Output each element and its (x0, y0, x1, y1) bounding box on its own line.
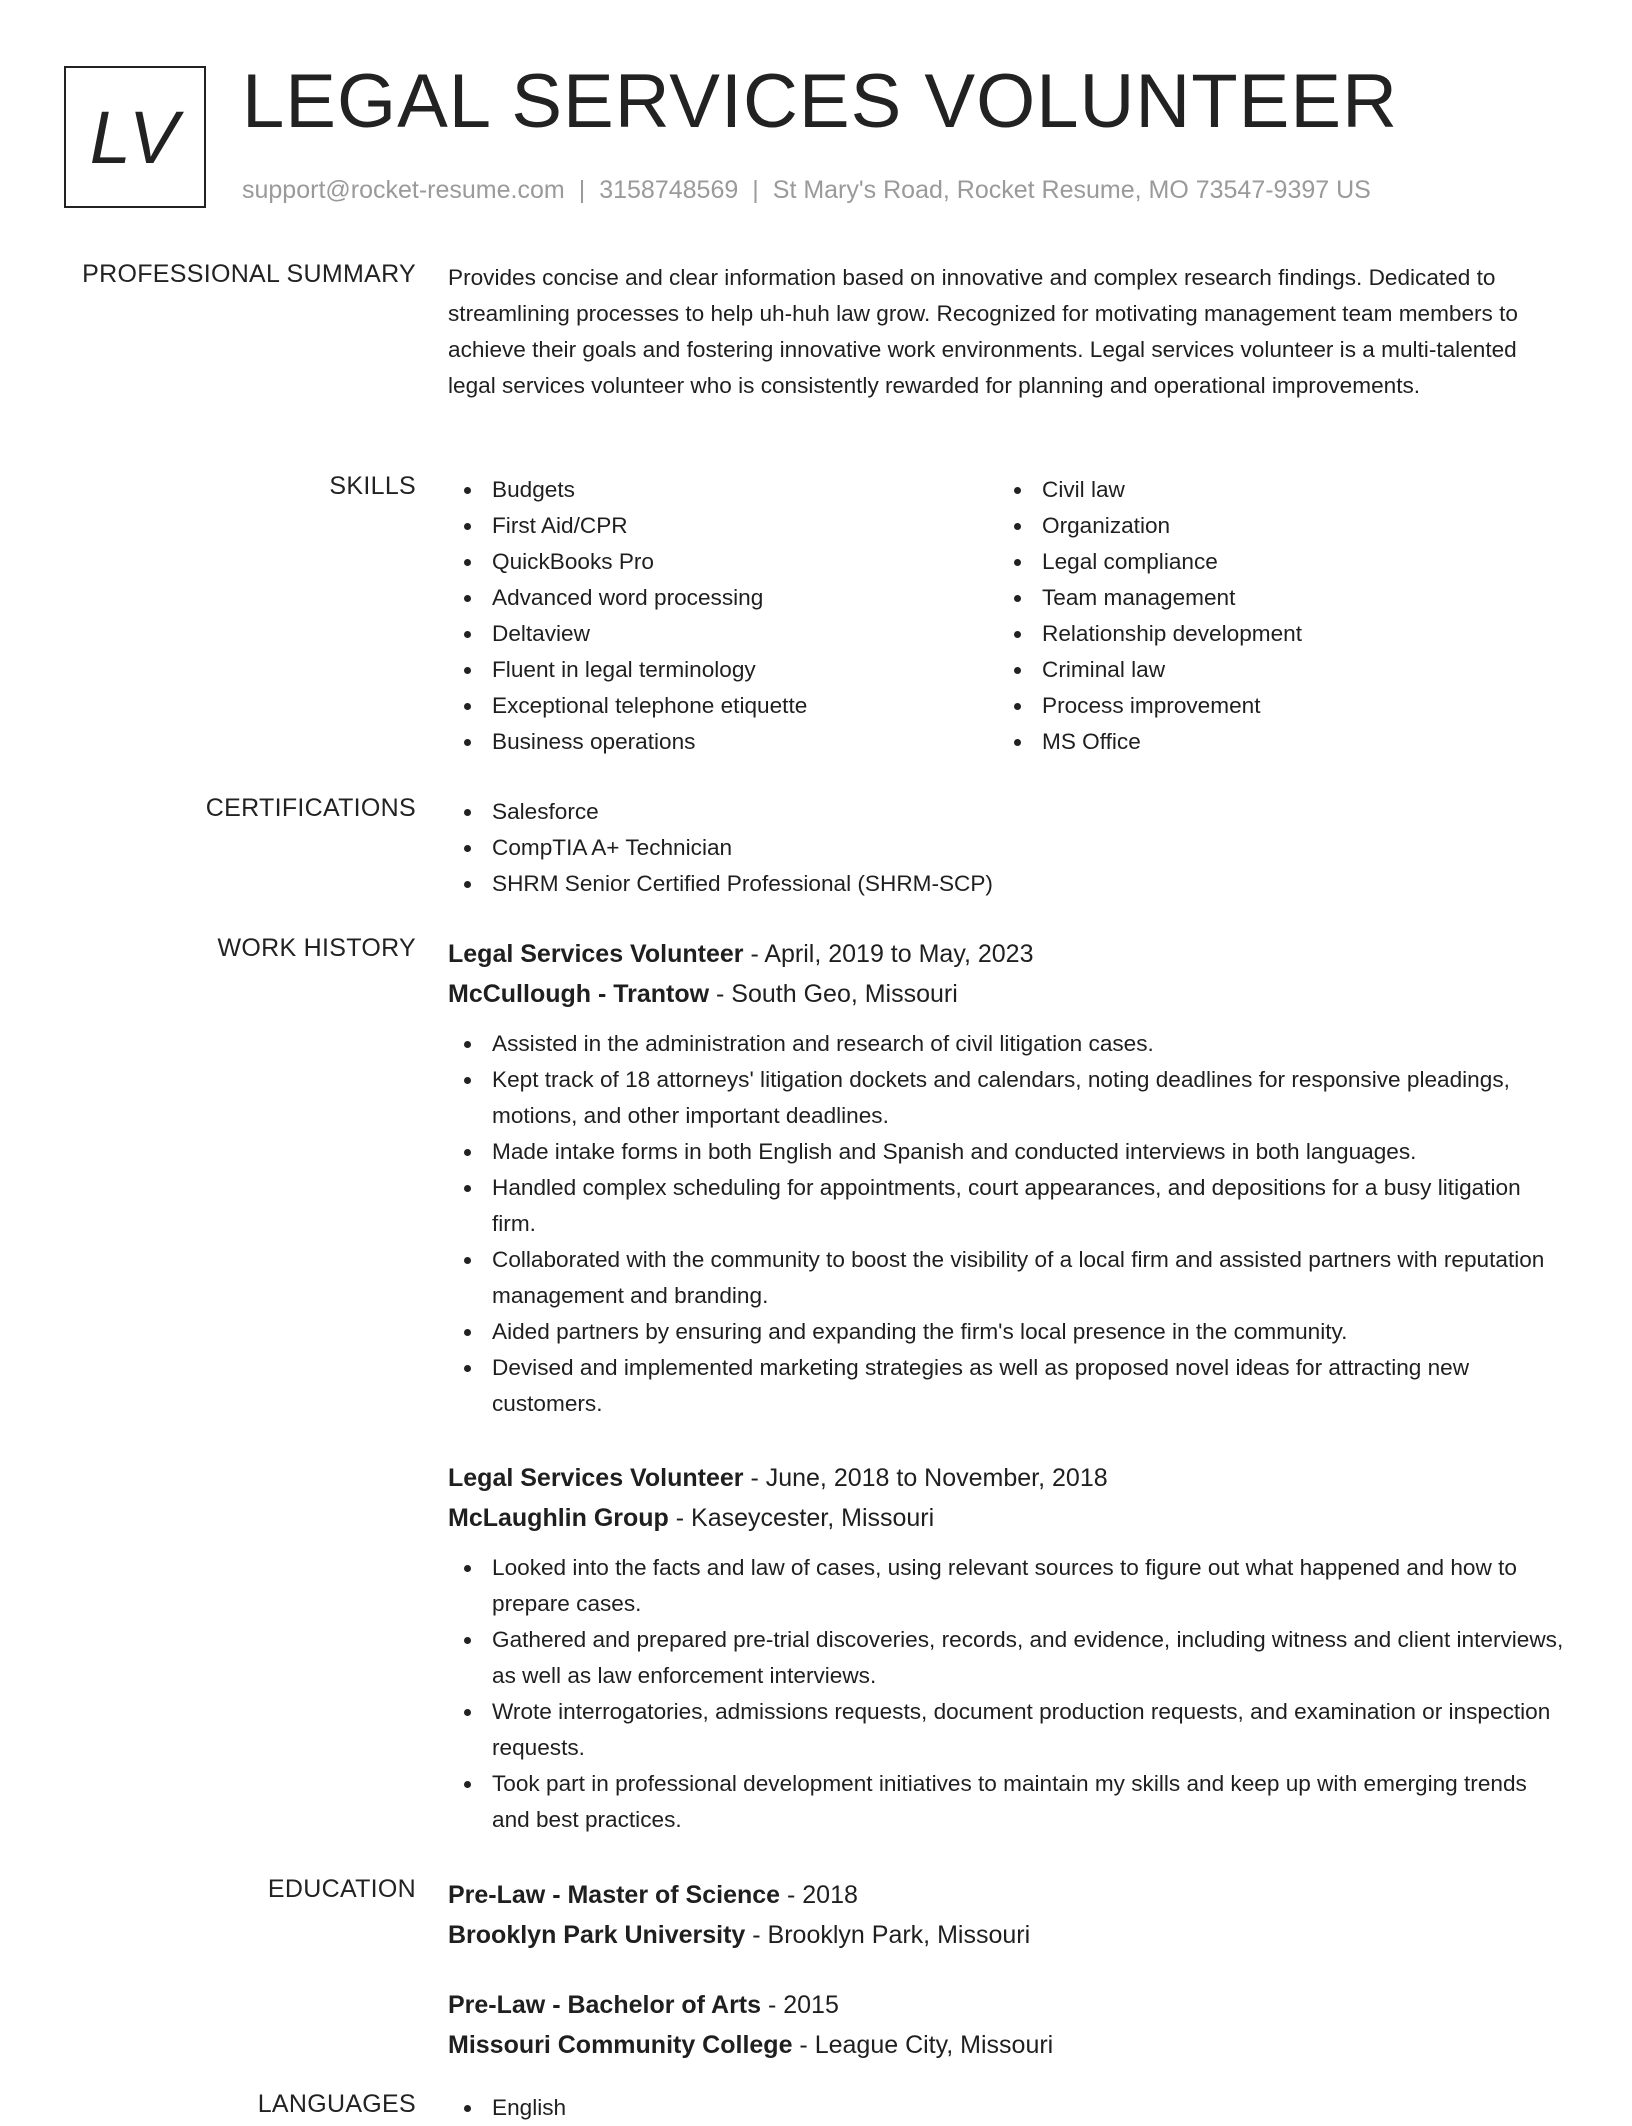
skills-list-right (998, 472, 1548, 760)
contact-email: support@rocket-resume.com (242, 176, 565, 204)
job-company: McLaughlin Group (448, 1504, 669, 1532)
job-bullet: Wrote interrogatories, admissions requests, document production requests, and examination or inspection requests. (448, 1694, 1568, 1766)
job-entry (448, 1458, 1568, 1838)
skill-item: Exceptional telephone etiquette (448, 688, 998, 724)
skill-item: Budgets (448, 472, 998, 508)
skill-item: Relationship development (998, 616, 1548, 652)
job-bullet: Took part in professional development initiatives to maintain my skills and keep up with emerging trends and best practices. (448, 1766, 1568, 1838)
job-bullet: Made intake forms in both English and Spanish and conducted interviews in both languages. (448, 1134, 1568, 1170)
job-company-line (448, 1498, 1568, 1538)
skill-item: Advanced word processing (448, 580, 998, 616)
summary-text: Provides concise and clear information based on innovative and complex research findings. Dedicated to streamlining processes to help uh-huh law grow. Recognized for motivating management team members to achieve their goals and fostering innovative work environments. Legal services volunteer is a multi-talented legal services volunteer who is consistently rewarded for planning and operational improvements. (448, 265, 1518, 398)
summary-title: PROFESSIONAL SUMMARY (82, 260, 416, 288)
job-role-line (448, 1458, 1568, 1498)
job-role: Legal Services Volunteer (448, 940, 744, 968)
skills-title: SKILLS (329, 472, 416, 500)
education-degree: Pre-Law - Master of Science (448, 1881, 781, 1909)
monogram-box (64, 66, 206, 208)
job-bullet: Gathered and prepared pre-trial discoveries, records, and evidence, including witness and client interviews, as well as law enforcement interviews. (448, 1622, 1568, 1694)
job-bullet: Kept track of 18 attorneys' litigation dockets and calendars, noting deadlines for responsive pleadings, motions, and other important deadlines. (448, 1062, 1568, 1134)
job-bullet: Looked into the facts and law of cases, using relevant sources to figure out what happened and how to prepare cases. (448, 1550, 1568, 1622)
education-school: Brooklyn Park University (448, 1921, 746, 1949)
education-school-line (448, 2025, 1568, 2065)
contact-separator: | (752, 176, 759, 204)
certification-item: CompTIA A+ Technician (448, 830, 1568, 866)
education-title: EDUCATION (267, 1875, 416, 1903)
job-location: - South Geo, Missouri (709, 980, 958, 1008)
certification-item: SHRM Senior Certified Professional (SHRM-SCP) (448, 866, 1568, 902)
languages-list (448, 2090, 1568, 2126)
skill-item: First Aid/CPR (448, 508, 998, 544)
skill-item: Civil law (998, 472, 1548, 508)
job-bullet: Devised and implemented marketing strategies as well as proposed novel ideas for attracting new customers. (448, 1350, 1568, 1422)
education-entry (448, 1875, 1568, 1955)
job-company-line (448, 974, 1568, 1014)
resume-name: LEGAL SERVICES VOLUNTEER (242, 59, 1398, 144)
education-year: - 2015 (761, 1991, 839, 2019)
education-entry (448, 1985, 1568, 2065)
education-school-line (448, 1915, 1568, 1955)
job-bullet-list (448, 1550, 1568, 1838)
contact-separator: | (578, 176, 586, 204)
skill-item: Team management (998, 580, 1548, 616)
certifications-title: CERTIFICATIONS (205, 794, 416, 822)
skill-item: MS Office (998, 724, 1548, 760)
job-bullet: Collaborated with the community to boost the visibility of a local firm and assisted partners with reputation management and branding. (448, 1242, 1568, 1314)
education-degree-line (448, 1985, 1568, 2025)
job-entry (448, 934, 1568, 1422)
skill-item: Deltaview (448, 616, 998, 652)
skills-list-left (448, 472, 998, 760)
job-role-line (448, 934, 1568, 974)
education-degree-line (448, 1875, 1568, 1915)
certifications-list (448, 794, 1568, 902)
job-bullet-list (448, 1026, 1568, 1422)
contact-phone: 3158748569 (599, 176, 739, 204)
skill-item: Fluent in legal terminology (448, 652, 998, 688)
education-school: Missouri Community College (448, 2031, 793, 2059)
skill-item: Criminal law (998, 652, 1548, 688)
languages-title: LANGUAGES (257, 2090, 416, 2118)
contact-line (242, 176, 1371, 205)
job-dates: - June, 2018 to November, 2018 (743, 1464, 1108, 1492)
education-location: - League City, Missouri (792, 2031, 1054, 2059)
job-dates: - April, 2019 to May, 2023 (743, 940, 1034, 968)
education-location: - Brooklyn Park, Missouri (745, 1921, 1031, 1949)
contact-address: St Mary's Road, Rocket Resume, MO 73547-9397 US (772, 176, 1371, 204)
job-bullet: Assisted in the administration and research of civil litigation cases. (448, 1026, 1568, 1062)
education-year: - 2018 (780, 1881, 858, 1909)
skill-item: Legal compliance (998, 544, 1548, 580)
job-role: Legal Services Volunteer (448, 1464, 744, 1492)
monogram-initials: LV (89, 95, 181, 179)
job-location: - Kaseycester, Missouri (668, 1504, 935, 1532)
certification-item: Salesforce (448, 794, 1568, 830)
skill-item: Business operations (448, 724, 998, 760)
skill-item: QuickBooks Pro (448, 544, 998, 580)
skill-item: Organization (998, 508, 1548, 544)
language-item: English (448, 2090, 1568, 2126)
education-degree: Pre-Law - Bachelor of Arts (448, 1991, 762, 2019)
job-bullet: Handled complex scheduling for appointments, court appearances, and depositions for a busy litigation firm. (448, 1170, 1568, 1242)
skill-item: Process improvement (998, 688, 1548, 724)
work-history-title: WORK HISTORY (217, 934, 416, 962)
job-bullet: Aided partners by ensuring and expanding the firm's local presence in the community. (448, 1314, 1568, 1350)
job-company: McCullough - Trantow (448, 980, 710, 1008)
